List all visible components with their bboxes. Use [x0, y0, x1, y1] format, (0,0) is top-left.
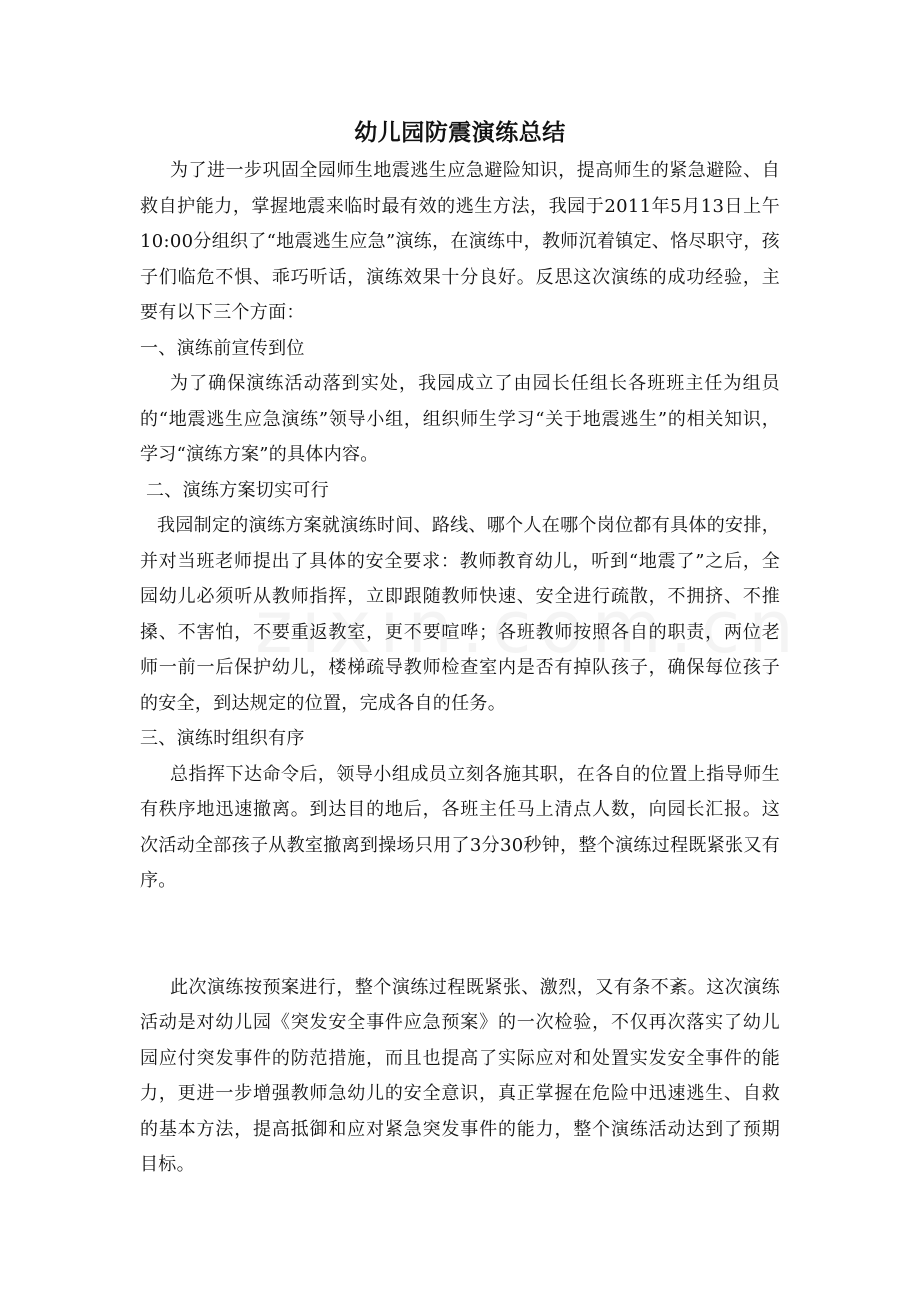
document-body [140, 115, 780, 1183]
section-2-body: 我园制定的演练方案就演练时间、路线、哪个人在哪个岗位都有具体的安排，并对当班老师提出了具体的安全要求：教师教育幼儿，听到“地震了”之后，全园幼儿必须听从教师指挥，立即跟随教师快速、安全进行疏散，不拥挤、不推搡、不害怕，不要重返教室，更不要喧哗；各班教师按照各自的职责，两位老师一前一后保护幼儿，楼梯疏导教师检查室内是否有掉队孩子，确保每位孩子的安全，到达规定的位置，完成各自的任务。 [140, 515, 780, 714]
blank-line [140, 899, 780, 935]
section-2-heading: 二、演练方案切实可行 [146, 479, 329, 501]
section-3-heading: 三、演练时组织有序 [140, 728, 305, 749]
intro-paragraph: 为了进一步巩固全园师生地震逃生应急避险知识，提高师生的紧急避险、自救自护能力，掌握地震来临时最有效的逃生方法，我园于2011年5月13日上午10:00分组织了“地震逃生应急”演练，在演练中，教师沉着镇定、恪尽职守，孩子们临危不惧、乖巧听话，演练效果十分良好。反思这次演练的成功经验，主要有以下三个方面： [140, 160, 780, 323]
section-1-heading: 一、演练前宣传到位 [140, 337, 305, 359]
blank-line [140, 934, 780, 970]
section-3-body: 总指挥下达命令后，领导小组成员立刻各施其职，在各自的位置上指导师生有秩序地迅速撤离。到达目的地后，各班主任马上清点人数，向园长汇报。这次活动全部孩子从教室撤离到操场只用了3分30秒钟，整个演练过程既紧张又有序。 [140, 763, 780, 891]
conclusion-paragraph: 此次演练按预案进行，整个演练过程既紧张、激烈，又有条不紊。这次演练活动是对幼儿园《突发安全事件应急预案》的一次检验，不仅再次落实了幼儿园应付突发事件的防范措施，而且也提高了实际应对和处置实发安全事件的能力，更进一步增强教师急幼儿的安全意识，真正掌握在危险中迅速逃生、自救的基本方法，提高抵御和应对紧急突发事件的能力，整个演练活动达到了预期目标。 [140, 976, 780, 1175]
section-1-body: 为了确保演练活动落到实处，我园成立了由园长任组长各班班主任为组员的“地震逃生应急演练”领导小组，组织师生学习“关于地震逃生”的相关知识，学习“演练方案”的具体内容。 [140, 373, 780, 465]
document-title: 幼儿园防震演练总结 [354, 119, 566, 146]
